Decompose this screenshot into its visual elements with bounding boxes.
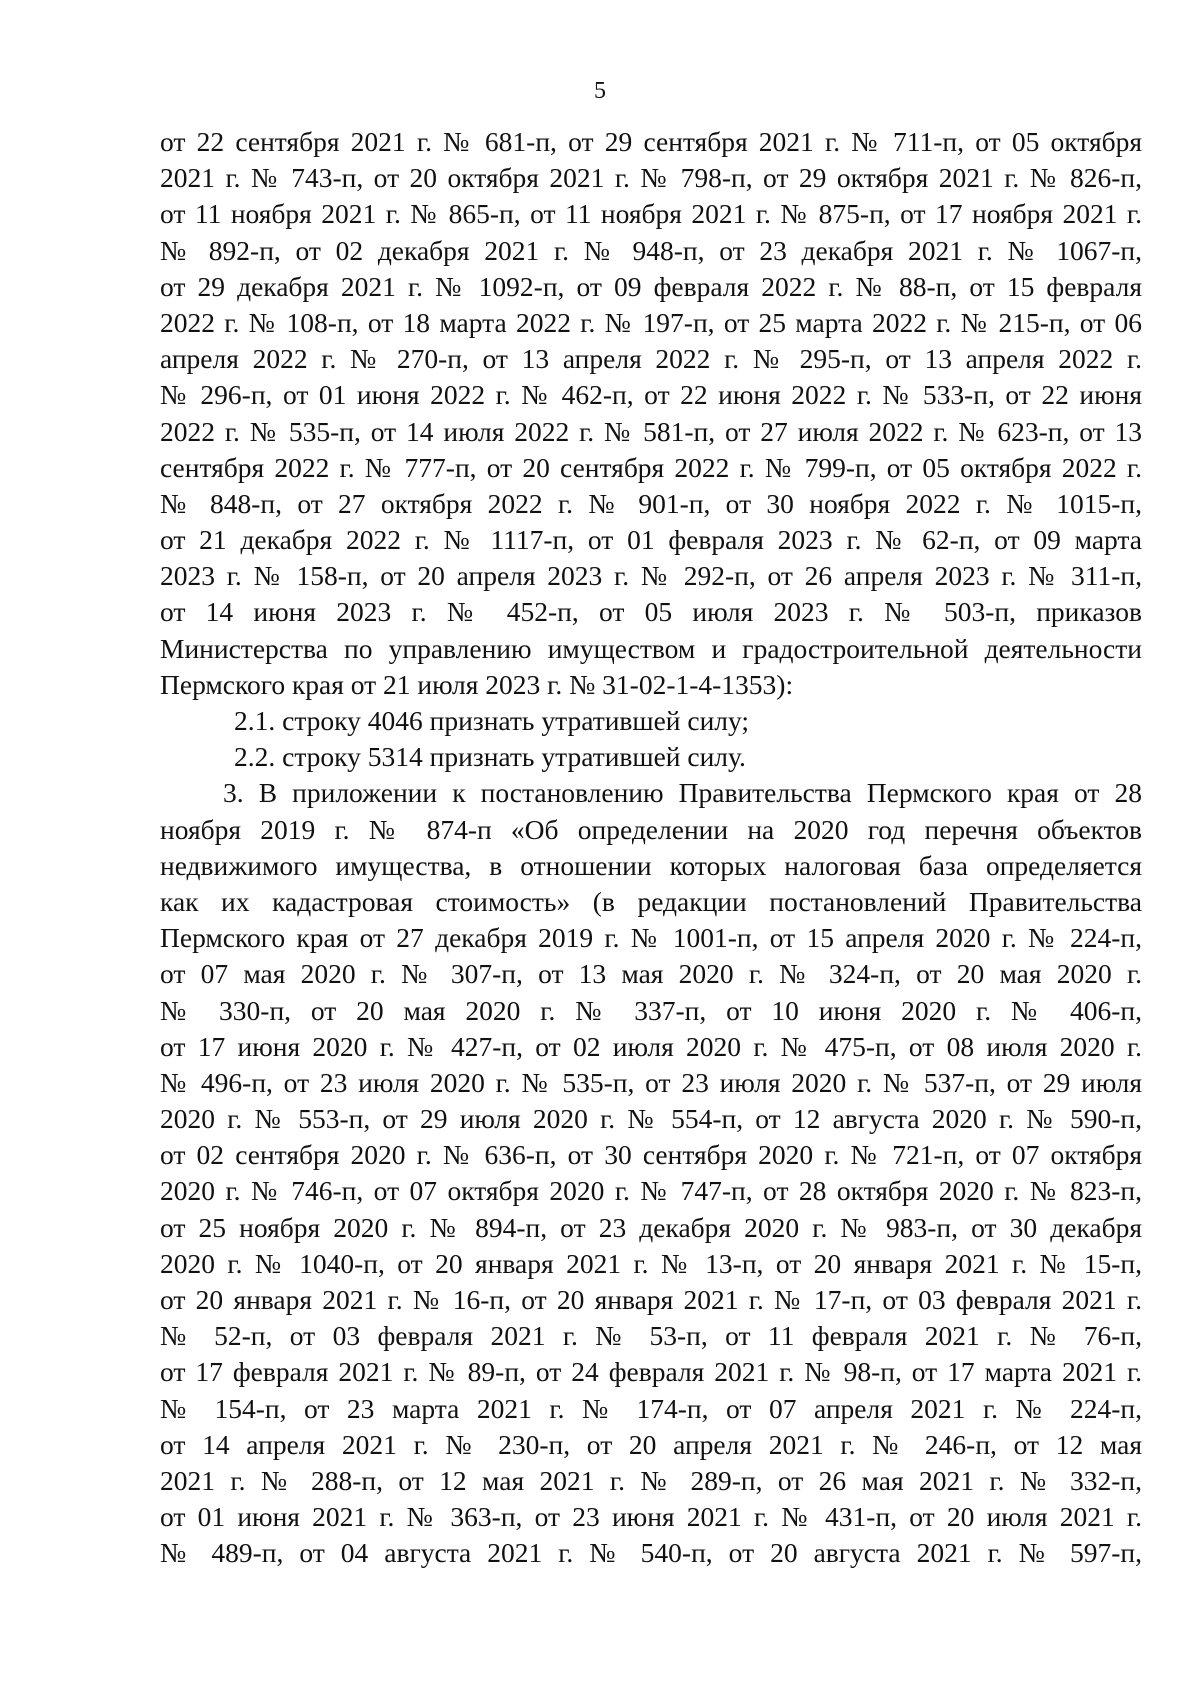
- text-line: № 496-п, от 23 июля 2020 г. № 535-п, от 23 июля 2020 г. № 537-п, от 29 июля: [160, 1066, 1142, 1098]
- text-line: от 17 июня 2020 г. № 427-п, от 02 июля 2020 г. № 475-п, от 08 июля 2020 г.: [160, 1030, 1142, 1062]
- text-line: 2020 г. № 746-п, от 07 октября 2020 г. № 747-п, от 28 октября 2020 г. № 823-п,: [160, 1175, 1142, 1207]
- text-line: Пермского края от 27 декабря 2019 г. № 1001-п, от 15 апреля 2020 г. № 224-п,: [160, 922, 1142, 954]
- text-line: от 25 ноября 2020 г. № 894-п, от 23 декабря 2020 г. № 983-п, от 30 декабря: [160, 1211, 1142, 1243]
- text-line: № 330-п, от 20 мая 2020 г. № 337-п, от 10 июня 2020 г. № 406-п,: [160, 994, 1142, 1026]
- text-line: № 296-п, от 01 июня 2022 г. № 462-п, от 22 июня 2022 г. № 533-п, от 22 июня: [160, 379, 1142, 411]
- list-item-2-1: 2.1. строку 4046 признать утратившей силу;: [234, 705, 750, 736]
- text-line: Пермского края от 21 июля 2023 г. № 31-02-1-4-1353):: [160, 668, 794, 700]
- text-line: 2021 г. № 288-п, от 12 мая 2021 г. № 289-п, от 26 мая 2021 г. № 332-п,: [160, 1464, 1142, 1496]
- paragraph-3: [160, 775, 1142, 1571]
- page-number: 5: [594, 78, 606, 104]
- text-line: 2023 г. № 158-п, от 20 апреля 2023 г. № 292-п, от 26 апреля 2023 г. № 311-п,: [160, 560, 1142, 592]
- text-line: от 21 декабря 2022 г. № 1117-п, от 01 февраля 2023 г. № 62-п, от 09 марта: [160, 524, 1142, 556]
- text-line: от 17 февраля 2021 г. № 89-п, от 24 февраля 2021 г. № 98-п, от 17 марта 2021 г.: [160, 1356, 1142, 1388]
- text-line: апреля 2022 г. № 270-п, от 13 апреля 2022 г. № 295-п, от 13 апреля 2022 г.: [160, 343, 1142, 375]
- text-line: от 02 сентября 2020 г. № 636-п, от 30 сентября 2020 г. № 721-п, от 07 октября: [160, 1139, 1142, 1171]
- text-line: сентября 2022 г. № 777-п, от 20 сентября 2022 г. № 799-п, от 05 октября 2022 г.: [160, 451, 1142, 483]
- text-line: как их кадастровая стоимость» (в редакции постановлений Правительства: [160, 885, 1142, 917]
- text-line: № 848-п, от 27 октября 2022 г. № 901-п, от 30 ноября 2022 г. № 1015-п,: [160, 487, 1142, 519]
- text-line: 2021 г. № 743-п, от 20 октября 2021 г. № 798-п, от 29 октября 2021 г. № 826-п,: [160, 162, 1142, 194]
- text-line: от 14 июня 2023 г. № 452-п, от 05 июля 2023 г. № 503-п, приказов: [160, 596, 1142, 628]
- text-line: от 07 мая 2020 г. № 307-п, от 13 мая 2020 г. № 324-п, от 20 мая 2020 г.: [160, 958, 1142, 990]
- text-line: от 01 июня 2021 г. № 363-п, от 23 июня 2021 г. № 431-п, от 20 июля 2021 г.: [160, 1501, 1142, 1533]
- text-line: 2020 г. № 1040-п, от 20 января 2021 г. № 13-п, от 20 января 2021 г. № 15-п,: [160, 1247, 1142, 1279]
- text-line: недвижимого имущества, в отношении которых налоговая база определяется: [160, 849, 1142, 881]
- list-item-2-2: 2.2. строку 5314 признать утратившей силу.: [234, 741, 746, 773]
- text-line: Министерства по управлению имуществом и градостроительной деятельности: [160, 632, 1142, 664]
- text-line: от 20 января 2021 г. № 16-п, от 20 января 2021 г. № 17-п, от 03 февраля 2021 г.: [160, 1284, 1142, 1315]
- text-line: от 22 сентября 2021 г. № 681-п, от 29 сентября 2021 г. № 711-п, от 05 октября: [160, 126, 1142, 157]
- paragraph-continuation: [160, 124, 1142, 703]
- text-line: 2022 г. № 108-п, от 18 марта 2022 г. № 197-п, от 25 марта 2022 г. № 215-п, от 06: [160, 306, 1142, 338]
- text-line: от 14 апреля 2021 г. № 230-п, от 20 апреля 2021 г. № 246-п, от 12 мая: [160, 1428, 1142, 1460]
- text-line: № 52-п, от 03 февраля 2021 г. № 53-п, от 11 февраля 2021 г. № 76-п,: [160, 1320, 1142, 1352]
- text-line: № 489-п, от 04 августа 2021 г. № 540-п, от 20 августа 2021 г. № 597-п,: [160, 1537, 1142, 1569]
- text-line: 2022 г. № 535-п, от 14 июля 2022 г. № 581-п, от 27 июля 2022 г. № 623-п, от 13: [160, 415, 1142, 447]
- text-line: 3. В приложении к постановлению Правительства Пермского края от 28: [223, 777, 1142, 809]
- text-line: ноября 2019 г. № 874-п «Об определении на 2020 год перечня объектов: [160, 813, 1142, 845]
- text-line: № 892-п, от 02 декабря 2021 г. № 948-п, от 23 декабря 2021 г. № 1067-п,: [160, 234, 1142, 266]
- document-body: [160, 124, 1142, 1572]
- text-line: от 29 декабря 2021 г. № 1092-п, от 09 февраля 2022 г. № 88-п, от 15 февраля: [160, 270, 1142, 302]
- text-line: от 11 ноября 2021 г. № 865-п, от 11 ноября 2021 г. № 875-п, от 17 ноября 2021 г.: [160, 198, 1142, 230]
- text-line: 2020 г. № 553-п, от 29 июля 2020 г. № 554-п, от 12 августа 2020 г. № 590-п,: [160, 1103, 1142, 1135]
- text-line: № 154-п, от 23 марта 2021 г. № 174-п, от 07 апреля 2021 г. № 224-п,: [160, 1392, 1142, 1424]
